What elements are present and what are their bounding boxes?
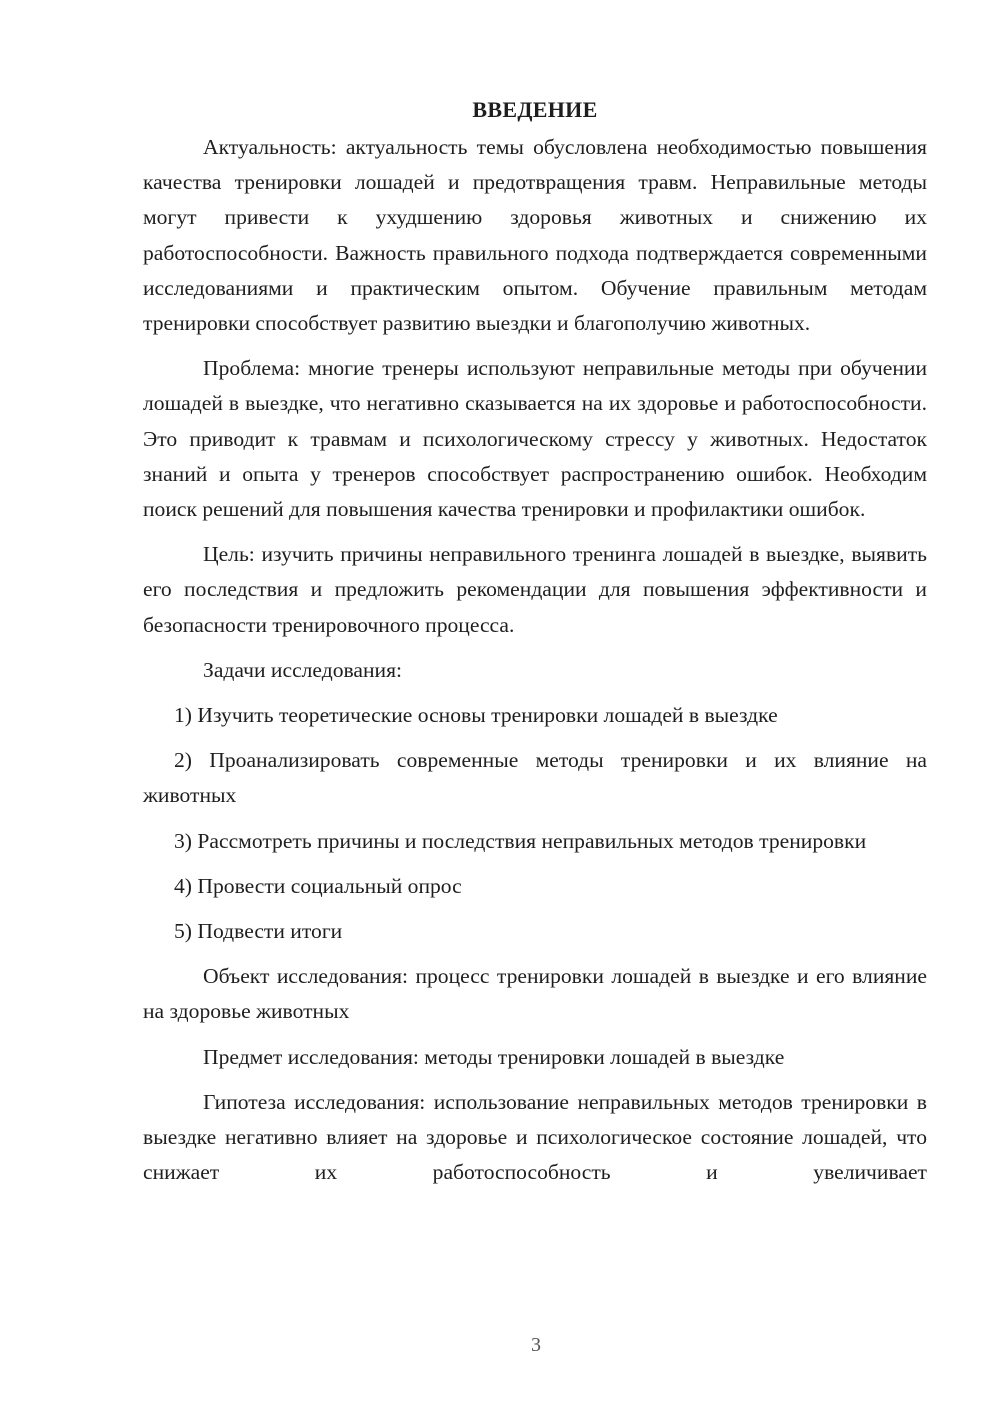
paragraph-goal: Цель: изучить причины неправильного тренинга лошадей в выездке, выявить его последствия и предложить рекомендации для повышения эффективности и безопасности тренировочного процесса. (143, 542, 927, 637)
list-item: 5) Подвести итоги (174, 919, 343, 944)
page-number: 3 (531, 1334, 541, 1356)
list-item: 1) Изучить теоретические основы тренировки лошадей в выездке (174, 703, 778, 728)
tasks-list (143, 698, 927, 949)
paragraph-problem: Проблема: многие тренеры используют неправильные методы при обучении лошадей в выездке, что негативно сказывается на их здоровье и работоспособности. Это приводит к травмам и психологическому стрессу у животных. Недостаток знаний и опыта у тренеров способствует распространению ошибок. Необходим поиск решений для повышения качества тренировки и профилактики ошибок. (143, 356, 927, 522)
list-item: 4) Провести социальный опрос (174, 873, 462, 898)
list-item: 3) Рассмотреть причины и последствия неправильных методов тренировки (174, 828, 867, 853)
document-page (143, 92, 927, 1190)
section-heading: ВВЕДЕНИЕ (472, 97, 598, 122)
paragraph-hypothesis: Гипотеза исследования: использование неправильных методов тренировки в выездке негативно влияет на здоровье и психологическое состояние лошадей, что снижает их работоспособность и увеличивает (143, 1089, 927, 1185)
paragraph-subject: Предмет исследования: методы тренировки лошадей в выездке (203, 1044, 785, 1069)
tasks-heading: Задачи исследования: (203, 657, 403, 682)
list-item: 2) Проанализировать современные методы тренировки и их влияние на животных (143, 748, 927, 808)
paragraph-relevance: Актуальность: актуальность темы обусловлена необходимостью повышения качества тренировки лошадей и предотвращения травм. Неправильные методы могут привести к ухудшению здоровья животных и снижению их работоспособности. Важность правильного подхода подтверждается современными исследованиями и практическим опытом. Обучение правильным методам тренировки способствует развитию выездки и благополучию животных. (143, 135, 927, 336)
paragraph-object: Объект исследования: процесс тренировки лошадей в выездке и его влияние на здоровье животных (143, 964, 927, 1024)
